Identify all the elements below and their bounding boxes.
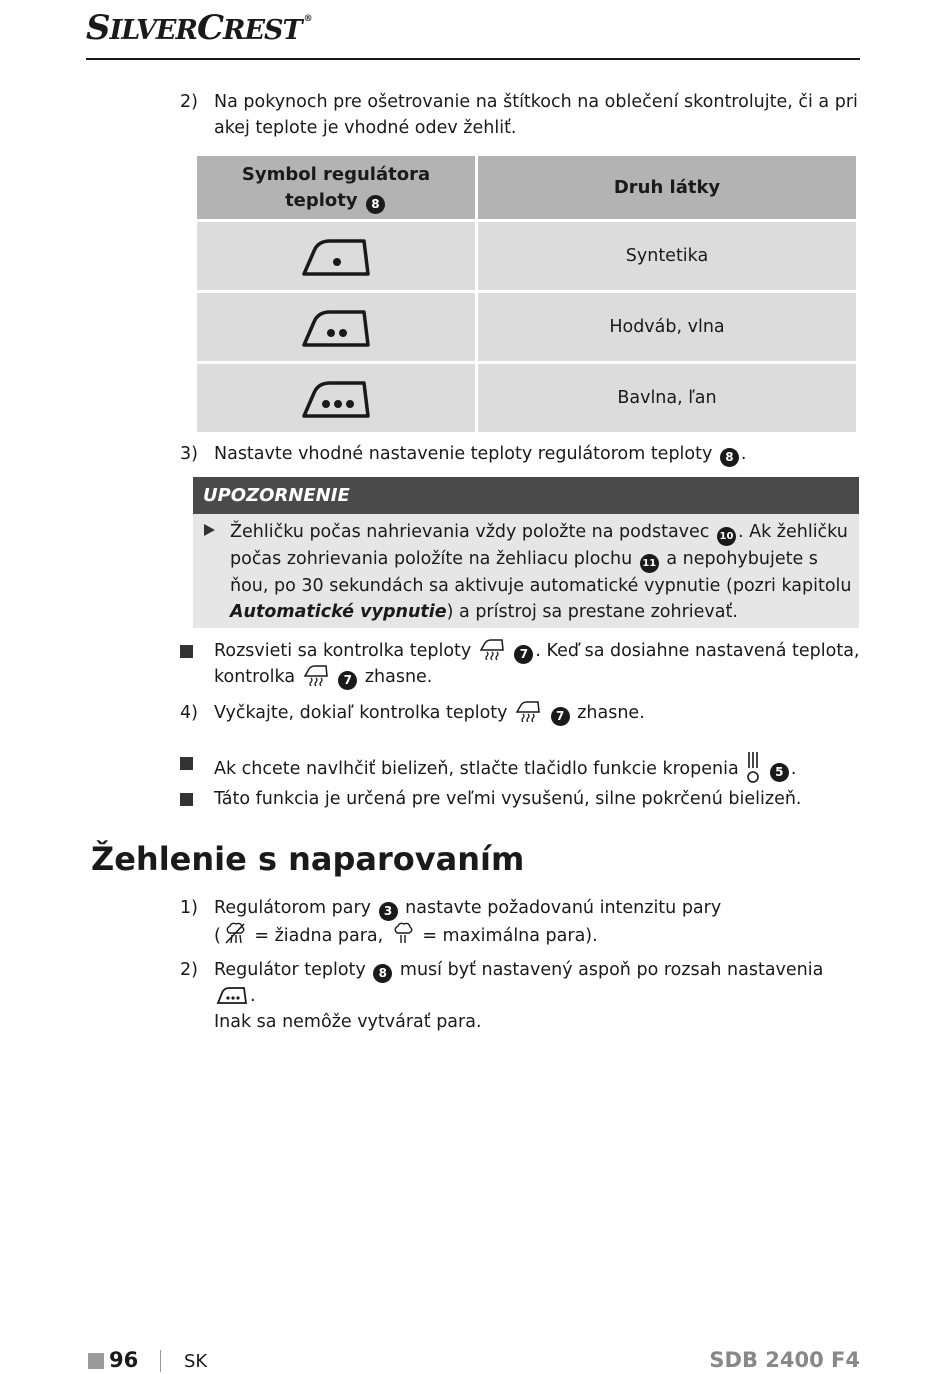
warning-box — [193, 477, 859, 628]
table-cell-fabric: Hodváb, vlna — [477, 292, 858, 363]
step-number: 2) — [180, 960, 198, 980]
temperature-lamp-icon — [479, 638, 505, 660]
temperature-lamp-icon — [515, 700, 541, 722]
warning-text: Žehličku počas nahrievania vždy položte na podstavec 10 . Ak žehličku počas zohrievania položíte na žehliacu plochu 11 a nepohybujete s ňou, po 30 sekundách sa aktivuje automatické vypnutie (pozri kapitolu Automatické vypnutie) a prístroj sa prestane zohrievať. — [230, 522, 852, 622]
step-text: Regulátorom pary 3 nastavte požadovanú intenzitu pary ( = žiadna para, = maximálna para). — [214, 898, 722, 946]
language-code: SK — [184, 1351, 208, 1372]
bullet-text: Rozsvieti sa kontrolka teploty 7 . Keď sa dosiahne nastavená teplota, kontrolka 7 zhasne. — [214, 638, 864, 690]
step-text: Vyčkajte, dokiaľ kontrolka teploty 7 zhasne. — [214, 700, 864, 726]
iron-three-dots-icon — [216, 983, 248, 1005]
max-steam-icon — [391, 921, 415, 945]
ref-number: 7 — [551, 707, 570, 726]
bullet-text: Ak chcete navlhčiť bielizeň, stlačte tlačidlo funkcie kropenia 5 . — [214, 750, 864, 784]
temperature-lamp-icon — [303, 664, 329, 686]
ref-number: 7 — [514, 645, 533, 664]
page-number: 96 — [109, 1348, 139, 1372]
section-title: Žehlenie s naparovaním — [91, 840, 525, 878]
temperature-table — [194, 153, 859, 435]
step-number: 4) — [180, 703, 198, 723]
step-number: 3) — [180, 444, 198, 464]
step-number: 2) — [180, 92, 198, 112]
ref-number: 8 — [720, 448, 739, 467]
table-header-symbol: Symbol regulátora teploty 8 — [196, 155, 477, 221]
ref-number: 8 — [373, 964, 392, 983]
table-cell-fabric: Syntetika — [477, 221, 858, 292]
iron-one-dot-icon — [300, 229, 372, 279]
ref-number: 11 — [640, 554, 659, 573]
ref-number: 10 — [717, 527, 736, 546]
iron-two-dots-icon — [300, 300, 372, 350]
footer-divider — [160, 1350, 161, 1372]
ref-number: 8 — [366, 195, 385, 214]
page-header — [86, 6, 860, 60]
ref-number: 3 — [379, 902, 398, 921]
table-row — [196, 363, 858, 434]
footer-square-icon — [88, 1353, 104, 1369]
iron-three-dots-icon — [300, 371, 372, 421]
bullet-text: Táto funkcia je určená pre veľmi vysušenú, silne pokrčenú bielizeň. — [214, 789, 802, 809]
spray-icon — [746, 750, 760, 784]
step-number: 1) — [180, 898, 198, 918]
step-text: Regulátor teploty 8 musí byť nastavený aspoň po rozsah nastavenia . Inak sa nemôže vytvárať para. — [214, 960, 824, 1032]
square-bullet-icon — [180, 645, 193, 658]
table-header-row — [196, 155, 858, 221]
table-row — [196, 292, 858, 363]
page-footer — [86, 1346, 860, 1374]
table-header-fabric: Druh látky — [477, 155, 858, 221]
step-text: Nastavte vhodné nastavenie teploty regulátorom teploty 8 . — [214, 441, 864, 467]
warning-title: UPOZORNENIE — [193, 477, 859, 514]
ref-number: 5 — [770, 763, 789, 782]
step-text: Na pokynoch pre ošetrovanie na štítkoch na oblečení skontrolujte, či a pri akej teplote je vhodné odev žehliť. — [214, 92, 858, 138]
chapter-reference: Automatické vypnutie — [230, 602, 447, 622]
table-cell-symbol — [196, 221, 477, 292]
square-bullet-icon — [180, 793, 193, 806]
table-cell-symbol — [196, 292, 477, 363]
arrow-bullet-icon — [204, 524, 215, 536]
no-steam-icon — [223, 921, 247, 945]
ref-number: 7 — [338, 671, 357, 690]
table-cell-symbol — [196, 363, 477, 434]
model-number: SDB 2400 F4 — [709, 1348, 860, 1372]
square-bullet-icon — [180, 757, 193, 770]
table-row — [196, 221, 858, 292]
brand-logo: SILVERCREST ® — [86, 8, 312, 48]
table-cell-fabric: Bavlna, ľan — [477, 363, 858, 434]
